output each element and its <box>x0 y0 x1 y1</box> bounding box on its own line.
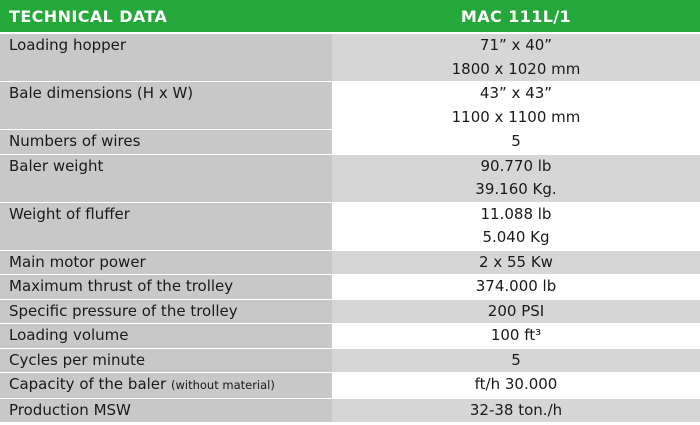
spec-label <box>0 373 332 399</box>
table-header <box>0 0 700 33</box>
spec-value-line: 90.770 lb <box>480 156 552 175</box>
spec-label: Loading hopper <box>0 33 332 82</box>
spec-row-trolley-thrust <box>0 275 700 300</box>
spec-label: Loading volume <box>0 324 332 349</box>
spec-label-note: (without material) <box>171 378 275 392</box>
spec-value-line: 1800 x 1020 mm <box>451 59 581 78</box>
spec-value: 32-38 ton./h <box>332 398 700 423</box>
spec-label: Production MSW <box>0 398 332 423</box>
spec-row-number-of-wires <box>0 130 700 155</box>
spec-label: Baler weight <box>0 154 332 202</box>
spec-value: 2 x 55 Kw <box>332 250 700 275</box>
spec-value-line: 5.040 Kg <box>482 228 550 246</box>
model-name: MAC 111L/1 <box>332 0 700 33</box>
spec-label: Specific pressure of the trolley <box>0 299 332 324</box>
spec-value: 374.000 lb <box>332 275 700 300</box>
spec-label-text: Capacity of the baler <box>9 375 167 393</box>
spec-value: 100 ft³ <box>332 324 700 349</box>
spec-value <box>332 33 700 82</box>
spec-value: 5 <box>332 130 700 155</box>
spec-label: Weight of fluffer <box>0 202 332 250</box>
spec-row-production-msw <box>0 398 700 423</box>
spec-label: Maximum thrust of the trolley <box>0 275 332 300</box>
spec-row-loading-hopper <box>0 33 700 82</box>
spec-value: 200 PSI <box>332 299 700 324</box>
spec-row-fluffer-weight <box>0 202 700 250</box>
spec-row-trolley-pressure <box>0 299 700 324</box>
spec-row-loading-volume <box>0 324 700 349</box>
spec-value: ft/h 30.000 <box>332 373 700 399</box>
spec-label: Numbers of wires <box>0 130 332 155</box>
table-title: TECHNICAL DATA <box>0 0 332 33</box>
spec-value-line: 39.160 Kg. <box>475 180 557 198</box>
spec-value <box>332 82 700 130</box>
spec-label: Main motor power <box>0 250 332 275</box>
spec-label: Bale dimensions (H x W) <box>0 82 332 130</box>
spec-label: Cycles per minute <box>0 348 332 373</box>
spec-row-bale-dimensions <box>0 82 700 130</box>
spec-value-line: 11.088 lb <box>480 204 552 223</box>
spec-value: 5 <box>332 348 700 373</box>
spec-row-baler-capacity <box>0 373 700 399</box>
spec-value-line: 71” x 40” <box>479 36 553 54</box>
spec-value <box>332 154 700 202</box>
spec-row-cycles-per-minute <box>0 348 700 373</box>
spec-value-line: 43” x 43” <box>479 84 553 102</box>
spec-value-line: 1100 x 1100 mm <box>451 107 581 126</box>
spec-row-baler-weight <box>0 154 700 202</box>
spec-row-main-motor-power <box>0 250 700 275</box>
spec-value <box>332 202 700 250</box>
